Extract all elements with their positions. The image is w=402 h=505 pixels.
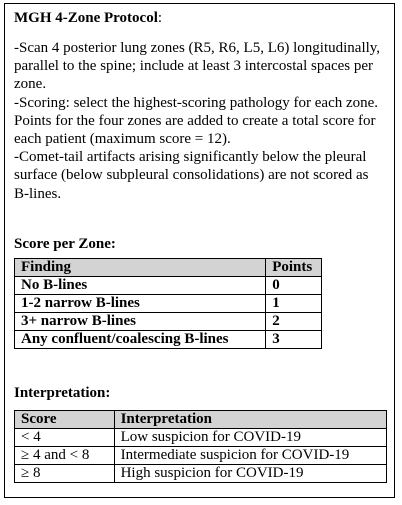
table-row — [15, 429, 387, 447]
points-cell: 3 — [266, 331, 322, 349]
column-header-finding: Finding — [15, 259, 266, 277]
interpretation-cell: High suspicion for COVID-19 — [114, 465, 386, 483]
score-cell: < 4 — [15, 429, 115, 447]
score-per-zone-heading: Score per Zone: — [14, 236, 116, 252]
protocol-paragraph-scan: -Scan 4 posterior lung zones (R5, R6, L5, L6) longitudinally, parallel to the spine; include at least 3 intercostal spaces per zone. — [14, 40, 381, 93]
column-header-points: Points — [266, 259, 322, 277]
table-row — [15, 295, 322, 313]
score-per-zone-table — [14, 258, 322, 349]
table-header-row — [15, 259, 322, 277]
interpretation-heading: Interpretation: — [14, 385, 111, 401]
protocol-description — [14, 39, 386, 203]
points-cell: 1 — [266, 295, 322, 313]
score-cell: ≥ 4 and < 8 — [15, 447, 115, 465]
table-header-row — [15, 411, 387, 429]
finding-cell: 1-2 narrow B-lines — [15, 295, 266, 313]
finding-cell: Any confluent/coalescing B-lines — [15, 331, 266, 349]
table-row — [15, 277, 322, 295]
interpretation-table — [14, 410, 387, 483]
protocol-paragraph-scoring: -Scoring: select the highest-scoring pathology for each zone. Points for the four zones are added to create a total score for each patient (maximum score = 12). — [14, 94, 379, 148]
table-row — [15, 465, 387, 483]
interpretation-cell: Intermediate suspicion for COVID-19 — [114, 447, 386, 465]
column-header-interpretation: Interpretation — [114, 411, 386, 429]
column-header-score: Score — [15, 411, 115, 429]
finding-cell: No B-lines — [15, 277, 266, 295]
points-cell: 2 — [266, 313, 322, 331]
protocol-title — [14, 9, 162, 27]
table-row — [15, 447, 387, 465]
interpretation-cell: Low suspicion for COVID-19 — [114, 429, 386, 447]
table-row — [15, 331, 322, 349]
protocol-paragraph-comet-tail: -Comet-tail artifacts arising significantly below the pleural surface (below subpleural consolidations) are not scored as B-lines. — [14, 149, 369, 202]
finding-cell: 3+ narrow B-lines — [15, 313, 266, 331]
points-cell: 0 — [266, 277, 322, 295]
table-row — [15, 313, 322, 331]
protocol-title-text: MGH 4-Zone Protocol — [14, 10, 158, 26]
score-cell: ≥ 8 — [15, 465, 115, 483]
protocol-title-colon: : — [157, 10, 163, 26]
